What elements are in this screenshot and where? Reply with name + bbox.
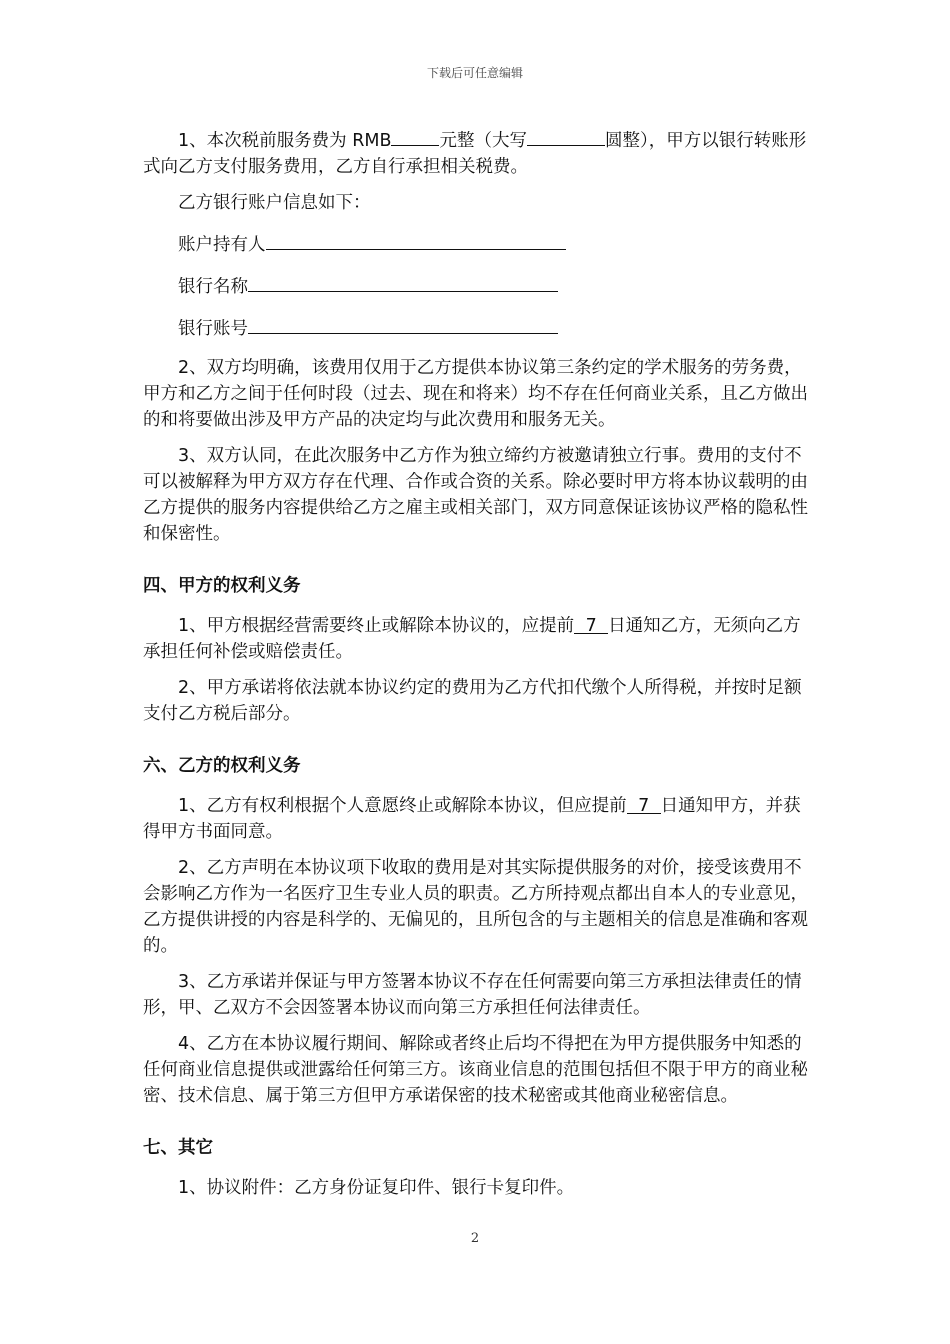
fee-clause — [143, 125, 815, 180]
fee-clause-part1: 1、本次税前服务费为 RMB — [178, 131, 392, 151]
amount-blank — [391, 125, 439, 146]
fee-clause-part2: 元整（大写 — [439, 131, 527, 151]
page-header: 下载后可任意编辑 — [426, 66, 523, 80]
clause-6-2: 2、乙方声明在本协议项下收取的费用是对其实际提供服务的对价，接受该费用不会影响乙方作为一名医疗卫生专业人员的职责。乙方所持观点都出自本人的专业意见，乙方提供讲授的内容是科学的、无偏见的，且所包含的与主题相关的信息是准确和客观的。 — [143, 858, 808, 956]
page-number: 2 — [470, 1231, 480, 1246]
section6-title: 六、乙方的权利义务 — [143, 756, 301, 776]
clause-4-1-part1: 1、甲方根据经营需要终止或解除本协议的，应提前 — [178, 616, 575, 636]
clause-7-1: 1、协议附件：乙方身份证复印件、银行卡复印件。 — [178, 1178, 575, 1198]
notice-days: 7 — [574, 613, 608, 634]
document-body — [143, 125, 815, 1211]
amount-words-blank — [527, 125, 605, 146]
bank-info-intro: 乙方银行账户信息如下： — [178, 193, 371, 213]
clause-4-2: 2、甲方承诺将依法就本协议约定的费用为乙方代扣代缴个人所得税，并按时足额支付乙方税后部分。 — [143, 678, 802, 724]
account-number-blank — [248, 313, 558, 334]
account-holder-blank — [266, 229, 566, 250]
account-number-line — [143, 313, 815, 342]
clause-6-3: 3、乙方承诺并保证与甲方签署本协议不存在任何需要向第三方承担法律责任的情形，甲、乙双方不会因签署本协议而向第三方承担任何法律责任。 — [143, 972, 802, 1018]
clause-4-1-part2: 日通知乙方，无须向乙方承担任何补偿或赔偿责任。 — [143, 616, 801, 662]
section7-title: 七、其它 — [143, 1138, 213, 1158]
account-holder-line — [143, 229, 815, 258]
clause-6-1-part2: 日通知甲方，并获得甲方书面同意。 — [143, 796, 801, 842]
fee-clause-part3: 圆整），甲方以银行转账形式向乙方支付服务费用，乙方自行承担相关税费。 — [143, 131, 807, 177]
clause-4-1 — [143, 613, 815, 665]
bank-name-label: 银行名称 — [178, 277, 248, 297]
clause-3-3: 3、双方认同，在此次服务中乙方作为独立缔约方被邀请独立行事。费用的支付不可以被解释为甲方双方存在代理、合作或合资的关系。除必要时甲方将本协议载明的由乙方提供的服务内容提供给乙方之雇主或相关部门，双方同意保证该协议严格的隐私性和保密性。 — [143, 446, 808, 544]
section4-title: 四、甲方的权利义务 — [143, 576, 301, 596]
bank-name-blank — [248, 271, 558, 292]
clause-6-1-part1: 1、乙方有权利根据个人意愿终止或解除本协议，但应提前 — [178, 796, 627, 816]
clause-6-1 — [143, 793, 815, 845]
clause-3-2: 2、双方均明确，该费用仅用于乙方提供本协议第三条约定的学术服务的劳务费，甲方和乙方之间于任何时段（过去、现在和将来）均不存在任何商业关系，且乙方做出的和将要做出涉及甲方产品的决定均与此次费用和服务无关。 — [143, 358, 808, 430]
bank-name-line — [143, 271, 815, 300]
account-number-label: 银行账号 — [178, 319, 248, 339]
clause-6-4: 4、乙方在本协议履行期间、解除或者终止后均不得把在为甲方提供服务中知悉的任何商业信息提供或泄露给任何第三方。该商业信息的范围包括但不限于甲方的商业秘密、技术信息、属于第三方但甲方承诺保密的技术秘密或其他商业秘密信息。 — [143, 1034, 808, 1106]
account-holder-label: 账户持有人 — [178, 235, 266, 255]
notice-days: 7 — [627, 793, 661, 814]
